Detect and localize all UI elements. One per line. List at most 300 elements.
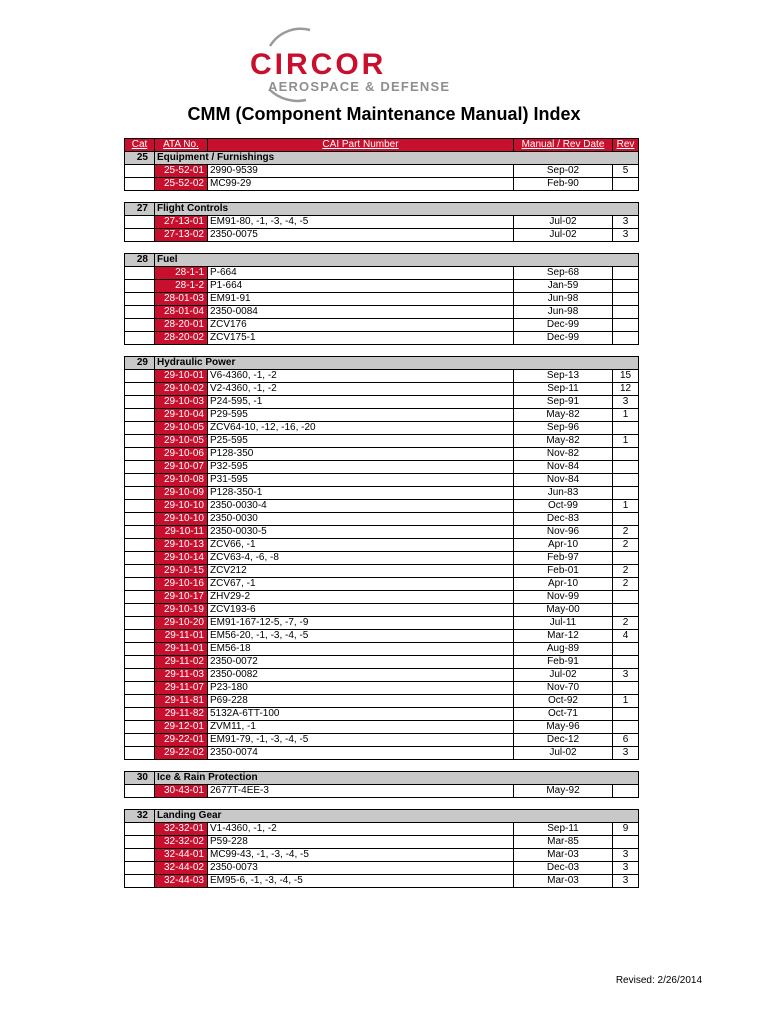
row-part: ZCV64-10, -12, -16, -20: [208, 422, 514, 435]
row-date: May-00: [514, 604, 613, 617]
row-date: Sep-02: [514, 165, 613, 178]
row-rev: [613, 267, 639, 280]
row-ata: 32-44-03: [155, 875, 208, 888]
row-cat: [125, 630, 155, 643]
row-part: ZCV67, -1: [208, 578, 514, 591]
header-rev: Rev: [613, 139, 639, 152]
table-row: [125, 539, 639, 552]
section-header-row: [125, 772, 639, 785]
row-cat: [125, 448, 155, 461]
row-part: EM95-6, -1, -3, -4, -5: [208, 875, 514, 888]
row-date: May-82: [514, 409, 613, 422]
row-rev: [613, 319, 639, 332]
header-part: CAI Part Number: [208, 139, 514, 152]
row-rev: 2: [613, 565, 639, 578]
row-rev: 2: [613, 526, 639, 539]
row-part: ZCV63-4, -6, -8: [208, 552, 514, 565]
section-name: Hydraulic Power: [155, 357, 639, 370]
row-date: Jun-83: [514, 487, 613, 500]
row-rev: 6: [613, 734, 639, 747]
row-date: Mar-03: [514, 849, 613, 862]
row-date: Nov-84: [514, 461, 613, 474]
table-row: [125, 319, 639, 332]
table-header-row: [125, 139, 639, 152]
row-cat: [125, 604, 155, 617]
row-part: EM91-91: [208, 293, 514, 306]
section-cat: 32: [125, 810, 155, 823]
row-rev: [613, 332, 639, 345]
row-date: Nov-99: [514, 591, 613, 604]
row-date: Jul-02: [514, 669, 613, 682]
row-part: 2350-0030: [208, 513, 514, 526]
table-row: [125, 734, 639, 747]
table-row: [125, 409, 639, 422]
row-rev: [613, 306, 639, 319]
row-rev: 3: [613, 875, 639, 888]
table-row: [125, 448, 639, 461]
row-ata: 29-10-10: [155, 500, 208, 513]
row-date: Oct-92: [514, 695, 613, 708]
row-rev: [613, 643, 639, 656]
row-ata: 29-11-82: [155, 708, 208, 721]
row-ata: 32-44-02: [155, 862, 208, 875]
row-part: 2350-0030-5: [208, 526, 514, 539]
row-date: Dec-99: [514, 319, 613, 332]
table-row: [125, 370, 639, 383]
row-ata: 29-11-01: [155, 643, 208, 656]
row-ata: 29-10-17: [155, 591, 208, 604]
row-cat: [125, 280, 155, 293]
row-part: 2350-0073: [208, 862, 514, 875]
table-row: [125, 669, 639, 682]
row-rev: [613, 656, 639, 669]
row-part: MC99-43, -1, -3, -4, -5: [208, 849, 514, 862]
row-cat: [125, 396, 155, 409]
row-part: P1-664: [208, 280, 514, 293]
header-date: Manual / Rev Date: [514, 139, 613, 152]
row-date: Mar-03: [514, 875, 613, 888]
row-date: Sep-11: [514, 823, 613, 836]
row-ata: 28-01-04: [155, 306, 208, 319]
row-ata: 29-11-03: [155, 669, 208, 682]
table-row: [125, 165, 639, 178]
table-row: [125, 565, 639, 578]
row-rev: 3: [613, 747, 639, 760]
row-cat: [125, 435, 155, 448]
row-part: 2350-0074: [208, 747, 514, 760]
row-ata: 29-10-06: [155, 448, 208, 461]
row-rev: 5: [613, 165, 639, 178]
row-cat: [125, 383, 155, 396]
section-cat: 27: [125, 203, 155, 216]
row-date: Feb-97: [514, 552, 613, 565]
row-ata: 27-13-01: [155, 216, 208, 229]
row-part: ZCV193-6: [208, 604, 514, 617]
row-part: EM56-18: [208, 643, 514, 656]
row-ata: 29-11-07: [155, 682, 208, 695]
row-ata: 29-10-07: [155, 461, 208, 474]
row-rev: 3: [613, 669, 639, 682]
section-name: Equipment / Furnishings: [155, 152, 639, 165]
row-date: Nov-82: [514, 448, 613, 461]
row-cat: [125, 306, 155, 319]
row-ata: 29-10-20: [155, 617, 208, 630]
row-date: Jan-59: [514, 280, 613, 293]
row-rev: [613, 280, 639, 293]
row-part: 2350-0072: [208, 656, 514, 669]
table-row: [125, 293, 639, 306]
row-date: Nov-70: [514, 682, 613, 695]
row-rev: 2: [613, 539, 639, 552]
row-rev: [613, 785, 639, 798]
row-date: May-96: [514, 721, 613, 734]
row-date: Feb-01: [514, 565, 613, 578]
row-rev: [613, 591, 639, 604]
row-rev: [613, 293, 639, 306]
table-row: [125, 617, 639, 630]
row-part: P128-350: [208, 448, 514, 461]
row-rev: 2: [613, 578, 639, 591]
row-ata: 29-10-05: [155, 422, 208, 435]
table-row: [125, 656, 639, 669]
row-ata: 29-10-04: [155, 409, 208, 422]
row-date: Jun-98: [514, 306, 613, 319]
row-part: ZCV176: [208, 319, 514, 332]
row-part: 2990-9539: [208, 165, 514, 178]
table-row: [125, 747, 639, 760]
row-part: P24-595, -1: [208, 396, 514, 409]
row-rev: 12: [613, 383, 639, 396]
row-ata: 29-10-01: [155, 370, 208, 383]
row-cat: [125, 165, 155, 178]
row-date: Nov-84: [514, 474, 613, 487]
row-cat: [125, 643, 155, 656]
section-cat: 28: [125, 254, 155, 267]
row-ata: 29-12-01: [155, 721, 208, 734]
row-part: EM91-167-12-5, -7, -9: [208, 617, 514, 630]
row-ata: 29-11-02: [155, 656, 208, 669]
table-row: [125, 461, 639, 474]
row-ata: 29-22-01: [155, 734, 208, 747]
row-ata: 29-10-10: [155, 513, 208, 526]
row-ata: 29-10-02: [155, 383, 208, 396]
table-row: [125, 836, 639, 849]
row-cat: [125, 565, 155, 578]
row-date: Apr-10: [514, 539, 613, 552]
row-rev: [613, 178, 639, 191]
row-ata: 29-11-81: [155, 695, 208, 708]
row-date: Mar-12: [514, 630, 613, 643]
spacer-cell: [125, 760, 639, 772]
section-spacer: [125, 760, 639, 772]
row-rev: [613, 461, 639, 474]
row-ata: 29-10-16: [155, 578, 208, 591]
row-part: 2350-0075: [208, 229, 514, 242]
section-spacer: [125, 191, 639, 203]
row-date: May-92: [514, 785, 613, 798]
row-part: 2350-0030-4: [208, 500, 514, 513]
row-ata: 29-10-13: [155, 539, 208, 552]
section-spacer: [125, 798, 639, 810]
row-cat: [125, 422, 155, 435]
row-part: 2350-0082: [208, 669, 514, 682]
row-rev: 3: [613, 396, 639, 409]
row-cat: [125, 747, 155, 760]
spacer-cell: [125, 798, 639, 810]
row-rev: [613, 708, 639, 721]
section-header-row: [125, 254, 639, 267]
row-ata: 29-10-19: [155, 604, 208, 617]
table-row: [125, 630, 639, 643]
row-part: P-664: [208, 267, 514, 280]
row-rev: 15: [613, 370, 639, 383]
section-name: Ice & Rain Protection: [155, 772, 639, 785]
row-date: Feb-91: [514, 656, 613, 669]
row-ata: 29-22-02: [155, 747, 208, 760]
row-date: Oct-99: [514, 500, 613, 513]
table-row: [125, 785, 639, 798]
row-rev: 1: [613, 409, 639, 422]
table-row: [125, 708, 639, 721]
table-row: [125, 862, 639, 875]
row-cat: [125, 487, 155, 500]
row-rev: [613, 836, 639, 849]
section-header-row: [125, 203, 639, 216]
row-date: May-82: [514, 435, 613, 448]
row-rev: [613, 513, 639, 526]
row-ata: 27-13-02: [155, 229, 208, 242]
table-row: [125, 721, 639, 734]
circor-logo: [248, 24, 518, 104]
row-ata: 28-20-01: [155, 319, 208, 332]
row-cat: [125, 539, 155, 552]
table-row: [125, 591, 639, 604]
section-name: Landing Gear: [155, 810, 639, 823]
table-row: [125, 487, 639, 500]
row-date: Feb-90: [514, 178, 613, 191]
row-cat: [125, 734, 155, 747]
table-row: [125, 823, 639, 836]
row-cat: [125, 708, 155, 721]
row-cat: [125, 695, 155, 708]
row-cat: [125, 409, 155, 422]
table-row: [125, 552, 639, 565]
row-rev: 3: [613, 216, 639, 229]
section-header-row: [125, 810, 639, 823]
row-cat: [125, 526, 155, 539]
table-row: [125, 500, 639, 513]
row-cat: [125, 370, 155, 383]
table-row: [125, 695, 639, 708]
row-part: P29-595: [208, 409, 514, 422]
table-row: [125, 849, 639, 862]
row-rev: 9: [613, 823, 639, 836]
row-ata: 28-1-1: [155, 267, 208, 280]
row-part: ZVM11, -1: [208, 721, 514, 734]
row-part: 2350-0084: [208, 306, 514, 319]
row-date: Sep-11: [514, 383, 613, 396]
row-cat: [125, 682, 155, 695]
row-rev: 1: [613, 695, 639, 708]
row-date: Apr-10: [514, 578, 613, 591]
row-date: Jun-98: [514, 293, 613, 306]
row-cat: [125, 823, 155, 836]
row-cat: [125, 216, 155, 229]
row-rev: 4: [613, 630, 639, 643]
table-row: [125, 474, 639, 487]
row-ata: 29-10-09: [155, 487, 208, 500]
table-row: [125, 396, 639, 409]
row-part: V6-4360, -1, -2: [208, 370, 514, 383]
section-header-row: [125, 357, 639, 370]
spacer-cell: [125, 345, 639, 357]
row-ata: 29-11-01: [155, 630, 208, 643]
row-rev: [613, 682, 639, 695]
header-cat: Cat: [125, 139, 155, 152]
page-title: CMM (Component Maintenance Manual) Index: [187, 104, 581, 124]
table-row: [125, 513, 639, 526]
row-ata: 25-52-02: [155, 178, 208, 191]
row-part: 5132A-6TT-100: [208, 708, 514, 721]
row-cat: [125, 267, 155, 280]
row-cat: [125, 591, 155, 604]
cmm-index-table: [124, 138, 639, 888]
row-cat: [125, 669, 155, 682]
row-ata: 28-20-02: [155, 332, 208, 345]
row-cat: [125, 656, 155, 669]
row-rev: 3: [613, 862, 639, 875]
table-row: [125, 306, 639, 319]
row-rev: [613, 474, 639, 487]
row-date: Jul-02: [514, 229, 613, 242]
spacer-cell: [125, 242, 639, 254]
row-date: Jul-11: [514, 617, 613, 630]
row-part: V2-4360, -1, -2: [208, 383, 514, 396]
row-cat: [125, 474, 155, 487]
row-ata: 29-10-05: [155, 435, 208, 448]
row-cat: [125, 721, 155, 734]
row-date: Sep-91: [514, 396, 613, 409]
row-ata: 29-10-15: [155, 565, 208, 578]
row-part: MC99-29: [208, 178, 514, 191]
table-row: [125, 280, 639, 293]
row-date: Sep-96: [514, 422, 613, 435]
table-row: [125, 875, 639, 888]
row-ata: 29-10-08: [155, 474, 208, 487]
table-row: [125, 422, 639, 435]
row-rev: [613, 422, 639, 435]
row-cat: [125, 293, 155, 306]
row-part: P25-595: [208, 435, 514, 448]
logo-tagline: AEROSPACE & DEFENSE: [268, 79, 451, 94]
table-row: [125, 216, 639, 229]
row-cat: [125, 178, 155, 191]
table-row: [125, 332, 639, 345]
row-part: EM91-79, -1, -3, -4, -5: [208, 734, 514, 747]
table-row: [125, 267, 639, 280]
row-cat: [125, 513, 155, 526]
header-ata: ATA No.: [155, 139, 208, 152]
row-part: EM91-80, -1, -3, -4, -5: [208, 216, 514, 229]
row-date: Dec-12: [514, 734, 613, 747]
table-row: [125, 383, 639, 396]
row-date: Jul-02: [514, 216, 613, 229]
row-cat: [125, 617, 155, 630]
section-cat: 25: [125, 152, 155, 165]
row-rev: 3: [613, 849, 639, 862]
row-date: Aug-89: [514, 643, 613, 656]
section-cat: 30: [125, 772, 155, 785]
row-part: P69-228: [208, 695, 514, 708]
row-part: ZCV212: [208, 565, 514, 578]
row-part: V1-4360, -1, -2: [208, 823, 514, 836]
row-rev: [613, 604, 639, 617]
row-cat: [125, 552, 155, 565]
row-rev: [613, 448, 639, 461]
row-date: Sep-68: [514, 267, 613, 280]
table-row: [125, 604, 639, 617]
row-ata: 29-10-14: [155, 552, 208, 565]
section-spacer: [125, 242, 639, 254]
table-row: [125, 178, 639, 191]
section-name: Flight Controls: [155, 203, 639, 216]
row-ata: 25-52-01: [155, 165, 208, 178]
row-part: P59-228: [208, 836, 514, 849]
row-rev: [613, 721, 639, 734]
row-part: ZCV66, -1: [208, 539, 514, 552]
row-ata: 32-44-01: [155, 849, 208, 862]
row-ata: 32-32-01: [155, 823, 208, 836]
row-ata: 28-1-2: [155, 280, 208, 293]
row-part: P31-595: [208, 474, 514, 487]
row-date: Oct-71: [514, 708, 613, 721]
row-part: ZCV175-1: [208, 332, 514, 345]
table-row: [125, 435, 639, 448]
section-cat: 29: [125, 357, 155, 370]
row-cat: [125, 229, 155, 242]
row-date: Sep-13: [514, 370, 613, 383]
row-part: ZHV29-2: [208, 591, 514, 604]
row-date: Dec-83: [514, 513, 613, 526]
row-part: P32-595: [208, 461, 514, 474]
row-part: P23-180: [208, 682, 514, 695]
row-cat: [125, 319, 155, 332]
row-ata: 28-01-03: [155, 293, 208, 306]
row-cat: [125, 332, 155, 345]
row-ata: 32-32-02: [155, 836, 208, 849]
row-cat: [125, 578, 155, 591]
row-date: Mar-85: [514, 836, 613, 849]
row-date: Dec-03: [514, 862, 613, 875]
row-cat: [125, 836, 155, 849]
row-ata: 29-10-03: [155, 396, 208, 409]
row-cat: [125, 875, 155, 888]
table-row: [125, 682, 639, 695]
row-rev: [613, 552, 639, 565]
row-part: 2677T-4EE-3: [208, 785, 514, 798]
row-cat: [125, 849, 155, 862]
row-cat: [125, 862, 155, 875]
section-spacer: [125, 345, 639, 357]
logo-brand: CIRCOR: [250, 48, 387, 81]
row-part: EM56-20, -1, -3, -4, -5: [208, 630, 514, 643]
row-rev: 3: [613, 229, 639, 242]
row-ata: 30-43-01: [155, 785, 208, 798]
row-date: Nov-96: [514, 526, 613, 539]
row-rev: [613, 487, 639, 500]
table-row: [125, 578, 639, 591]
spacer-cell: [125, 191, 639, 203]
